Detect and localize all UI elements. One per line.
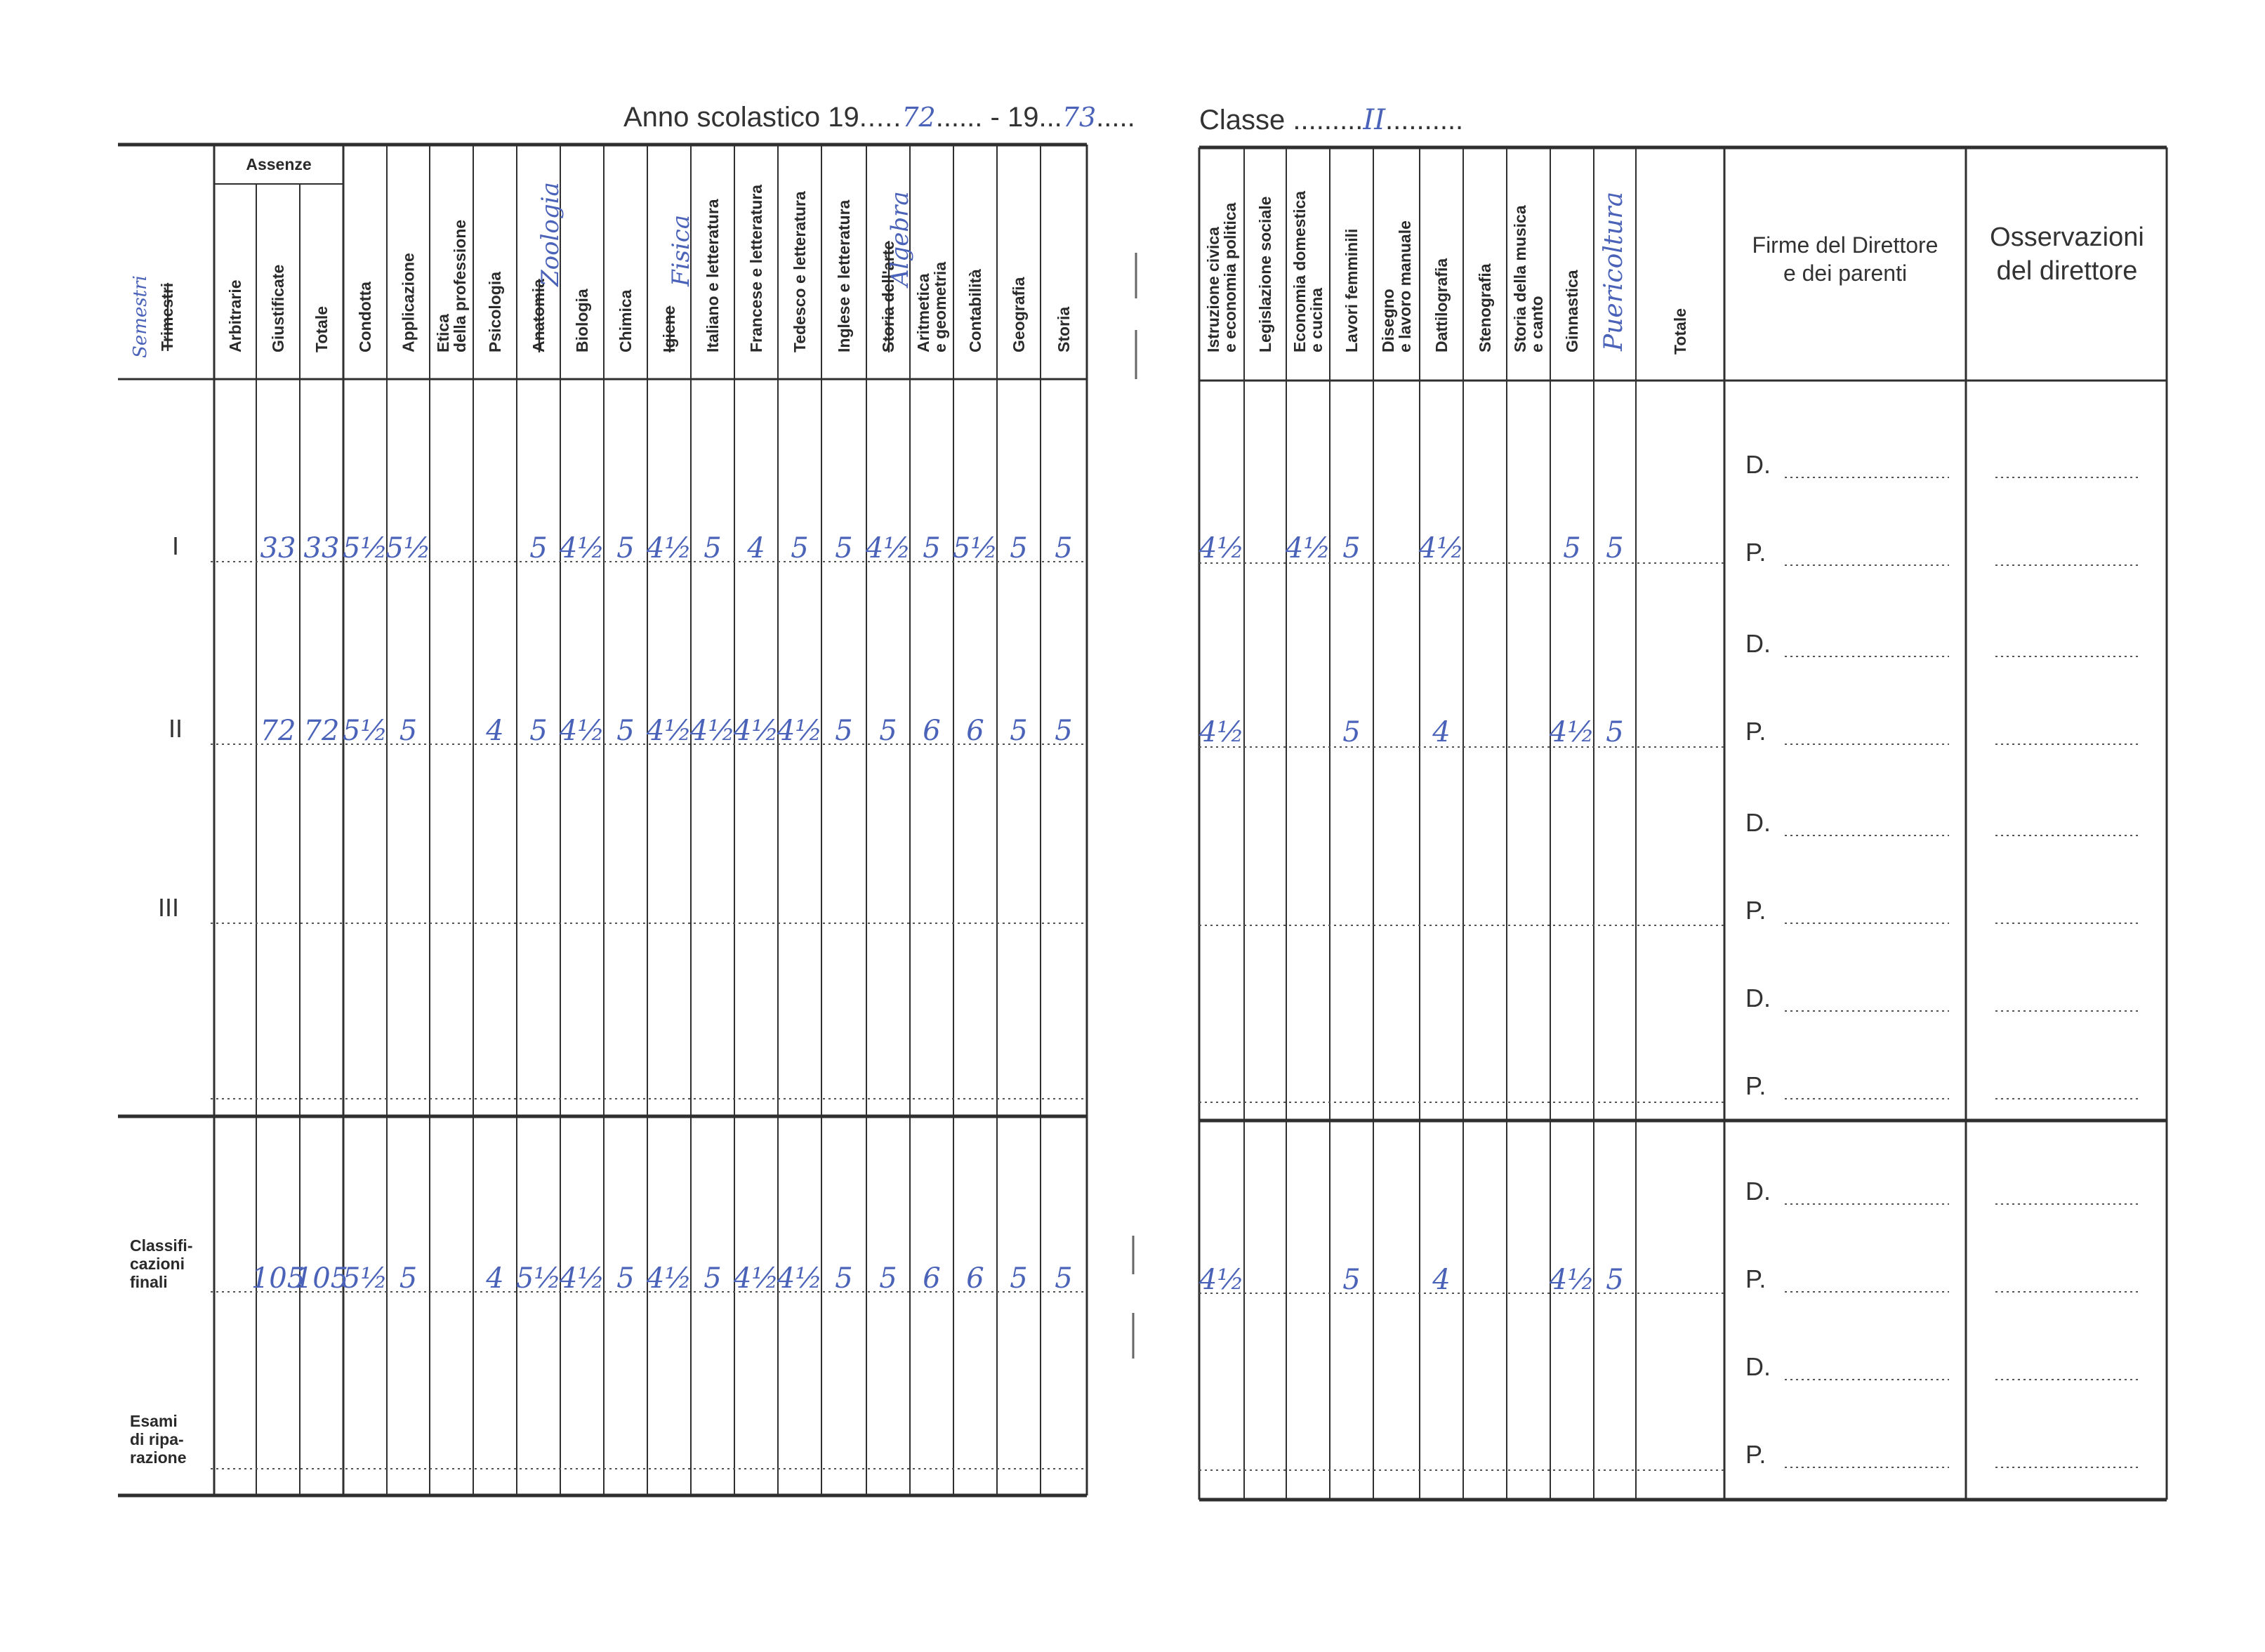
column-header: e canto [1528, 296, 1546, 352]
grade-value: 5½ [342, 715, 388, 747]
final-grade-value: 4½ [646, 1262, 692, 1295]
final-grade-value: 4½ [1549, 1264, 1595, 1296]
grade-value: 5½ [342, 532, 388, 564]
grade-value: 4½ [559, 532, 605, 564]
column-header: e cucina [1307, 287, 1326, 352]
grade-value: 5 [616, 715, 635, 747]
parent-signature-label: P. [1745, 1264, 1767, 1293]
grade-value: 5 [1342, 532, 1361, 564]
grade-value: 5 [529, 715, 548, 747]
grade-value: 5 [1606, 716, 1624, 748]
grade-value: 4½ [1418, 532, 1465, 564]
final-grade-value: 105 [294, 1262, 349, 1295]
grade-value: 4½ [1198, 532, 1245, 564]
grade-value: 4½ [777, 715, 823, 747]
final-grade-value: 6 [923, 1262, 941, 1295]
grade-value: 5 [835, 715, 853, 747]
final-grade-value: 5 [835, 1262, 853, 1295]
parent-signature-label: P. [1745, 1071, 1767, 1100]
column-override: Algebra [886, 191, 914, 286]
grade-value: 5 [1563, 532, 1581, 564]
term-column-struck: Trimestri [158, 282, 176, 351]
column-header: Totale [1671, 308, 1689, 355]
column-header: Legislazione sociale [1256, 196, 1274, 352]
grade-value: 33 [260, 532, 296, 564]
firme-header-1: Firme del Direttore [1752, 232, 1939, 258]
term-label: I [171, 531, 180, 560]
column-header: Disegno [1379, 289, 1397, 352]
grade-value: 5 [1010, 532, 1028, 564]
grade-value: 5 [1606, 532, 1624, 564]
final-grade-value: 5½ [342, 1262, 388, 1295]
final-grade-value: 5 [1342, 1264, 1361, 1296]
column-header: Economia domestica [1290, 190, 1309, 352]
column-header: Lavori femminili [1342, 228, 1361, 352]
column-header: Italiano e letteratura [704, 199, 722, 352]
grade-value: 4½ [646, 715, 692, 747]
column-header: Aritmetica [914, 273, 932, 352]
final-label-3: finali [130, 1273, 168, 1291]
column-header: Igiene [660, 305, 678, 352]
term-label: II [168, 714, 183, 743]
director-signature-label: D. [1745, 629, 1771, 658]
grade-value: 4½ [1549, 716, 1595, 748]
final-grade-value: 4 [1432, 1264, 1451, 1296]
grade-value: 5 [704, 532, 722, 564]
final-grade-value: 5 [616, 1262, 635, 1295]
final-grade-value: 4 [486, 1262, 504, 1295]
column-header: Francese e letteratura [747, 184, 765, 352]
grade-value: 5½ [952, 532, 998, 564]
grade-value: 4½ [646, 532, 692, 564]
grade-value: 5 [1055, 715, 1073, 747]
director-signature-label: D. [1745, 984, 1771, 1012]
grade-value: 4½ [689, 715, 736, 747]
grade-value: 5 [399, 715, 418, 747]
final-grade-value: 5 [399, 1262, 418, 1295]
final-grade-value: 5½ [515, 1262, 562, 1295]
column-header: Chimica [616, 289, 635, 352]
grade-value: 5 [1055, 532, 1073, 564]
column-header: Contabilità [966, 269, 984, 352]
assenze-label: Assenze [246, 155, 312, 173]
grade-value: 6 [966, 715, 984, 747]
column-header: Ginnastica [1563, 270, 1581, 352]
grade-value: 72 [303, 715, 340, 747]
final-grade-value: 4½ [733, 1262, 779, 1295]
column-header: Condotta [356, 282, 374, 352]
anno-to: 73 [1062, 102, 1097, 133]
final-grade-value: 5 [704, 1262, 722, 1295]
column-header: Storia della musica [1511, 205, 1529, 352]
grade-value: 6 [923, 715, 941, 747]
column-header: e lavoro manuale [1396, 220, 1414, 352]
exam-label-1: Esami [130, 1412, 178, 1430]
column-override: Fisica [667, 214, 695, 286]
classe: Classe .........II.......... [1199, 104, 1464, 136]
exam-label-2: di ripa- [130, 1430, 184, 1448]
anno-scolastico: Anno scolastico 19.....72...... - 19...73..... [623, 102, 1135, 133]
director-signature-label: D. [1745, 808, 1771, 837]
grade-value: 5 [879, 715, 897, 747]
exam-label-3: razione [130, 1448, 187, 1467]
final-label-2: cazioni [130, 1255, 185, 1273]
column-header: Anatomia [529, 279, 548, 352]
osservazioni-header-2: del direttore [1996, 256, 2138, 286]
osservazioni-header-1: Osservazioni [1990, 223, 2144, 252]
director-signature-label: D. [1745, 450, 1771, 479]
classe-value: II [1363, 104, 1386, 136]
grade-value: 5 [1342, 716, 1361, 748]
final-grade-value: 5 [879, 1262, 897, 1295]
grade-value: 4½ [865, 532, 911, 564]
grade-value: 5 [529, 532, 548, 564]
final-grade-value: 105 [251, 1262, 305, 1295]
column-header: Storia dell'arte [879, 241, 897, 352]
parent-signature-label: P. [1745, 896, 1767, 925]
grade-value: 72 [260, 715, 296, 747]
column-header: Istruzione civica [1204, 227, 1222, 352]
term-label: III [157, 893, 180, 922]
column-header: Storia [1055, 306, 1073, 352]
column-header: Etica [434, 314, 452, 352]
grade-value: 4 [747, 532, 765, 564]
column-header: Inglese e letteratura [835, 199, 853, 352]
term-column-label: Semestri [130, 275, 151, 358]
column-header: Tedesco e letteratura [791, 191, 809, 352]
anno-from: 72 [902, 102, 936, 133]
final-grade-value: 6 [966, 1262, 984, 1295]
parent-signature-label: P. [1745, 538, 1767, 567]
grade-value: 33 [303, 532, 340, 564]
parent-signature-label: P. [1745, 717, 1767, 746]
grade-value: 5 [1010, 715, 1028, 747]
grade-value: 4½ [559, 715, 605, 747]
director-signature-label: D. [1745, 1177, 1771, 1205]
column-header: Totale [312, 305, 331, 352]
grade-value: 5 [923, 532, 941, 564]
column-header: e economia politica [1221, 202, 1239, 352]
grade-value: 4½ [1198, 716, 1245, 748]
final-grade-value: 4½ [1198, 1264, 1245, 1296]
final-grade-value: 4½ [777, 1262, 823, 1295]
classe-label: Classe [1199, 105, 1286, 136]
grade-value: 5 [791, 532, 809, 564]
column-header: Stenografia [1476, 263, 1494, 352]
column-header: Geografia [1010, 277, 1028, 352]
column-header: Psicologia [486, 271, 504, 352]
grade-value: 5 [616, 532, 635, 564]
column-header: della professione [451, 219, 469, 352]
final-grade-value: 5 [1010, 1262, 1028, 1295]
grade-value: 4 [486, 715, 504, 747]
anno-label: Anno scolastico 19 [623, 102, 859, 133]
grade-value: 4½ [1285, 532, 1331, 564]
column-header: Arbitrarie [226, 279, 244, 352]
firme-header-2: e dei parenti [1783, 260, 1908, 286]
grade-value: 5½ [385, 532, 431, 564]
final-grade-value: 5 [1606, 1264, 1624, 1296]
final-label-1: Classifi- [130, 1236, 193, 1255]
column-header: e geometria [931, 261, 949, 352]
grade-value: 4 [1432, 716, 1451, 748]
grade-value: 5 [835, 532, 853, 564]
director-signature-label: D. [1745, 1352, 1771, 1381]
final-grade-value: 4½ [559, 1262, 605, 1295]
column-header-handwritten: Puericoltura [1599, 191, 1628, 351]
column-header: Dattilografia [1432, 258, 1451, 352]
parent-signature-label: P. [1745, 1440, 1767, 1469]
column-header: Biologia [573, 289, 591, 352]
column-header: Applicazione [399, 253, 418, 352]
column-override: Zoologia [536, 182, 564, 286]
column-header: Giustificate [269, 264, 287, 352]
grade-value: 4½ [733, 715, 779, 747]
anno-sep: - 19 [990, 102, 1039, 133]
final-grade-value: 5 [1055, 1262, 1073, 1295]
